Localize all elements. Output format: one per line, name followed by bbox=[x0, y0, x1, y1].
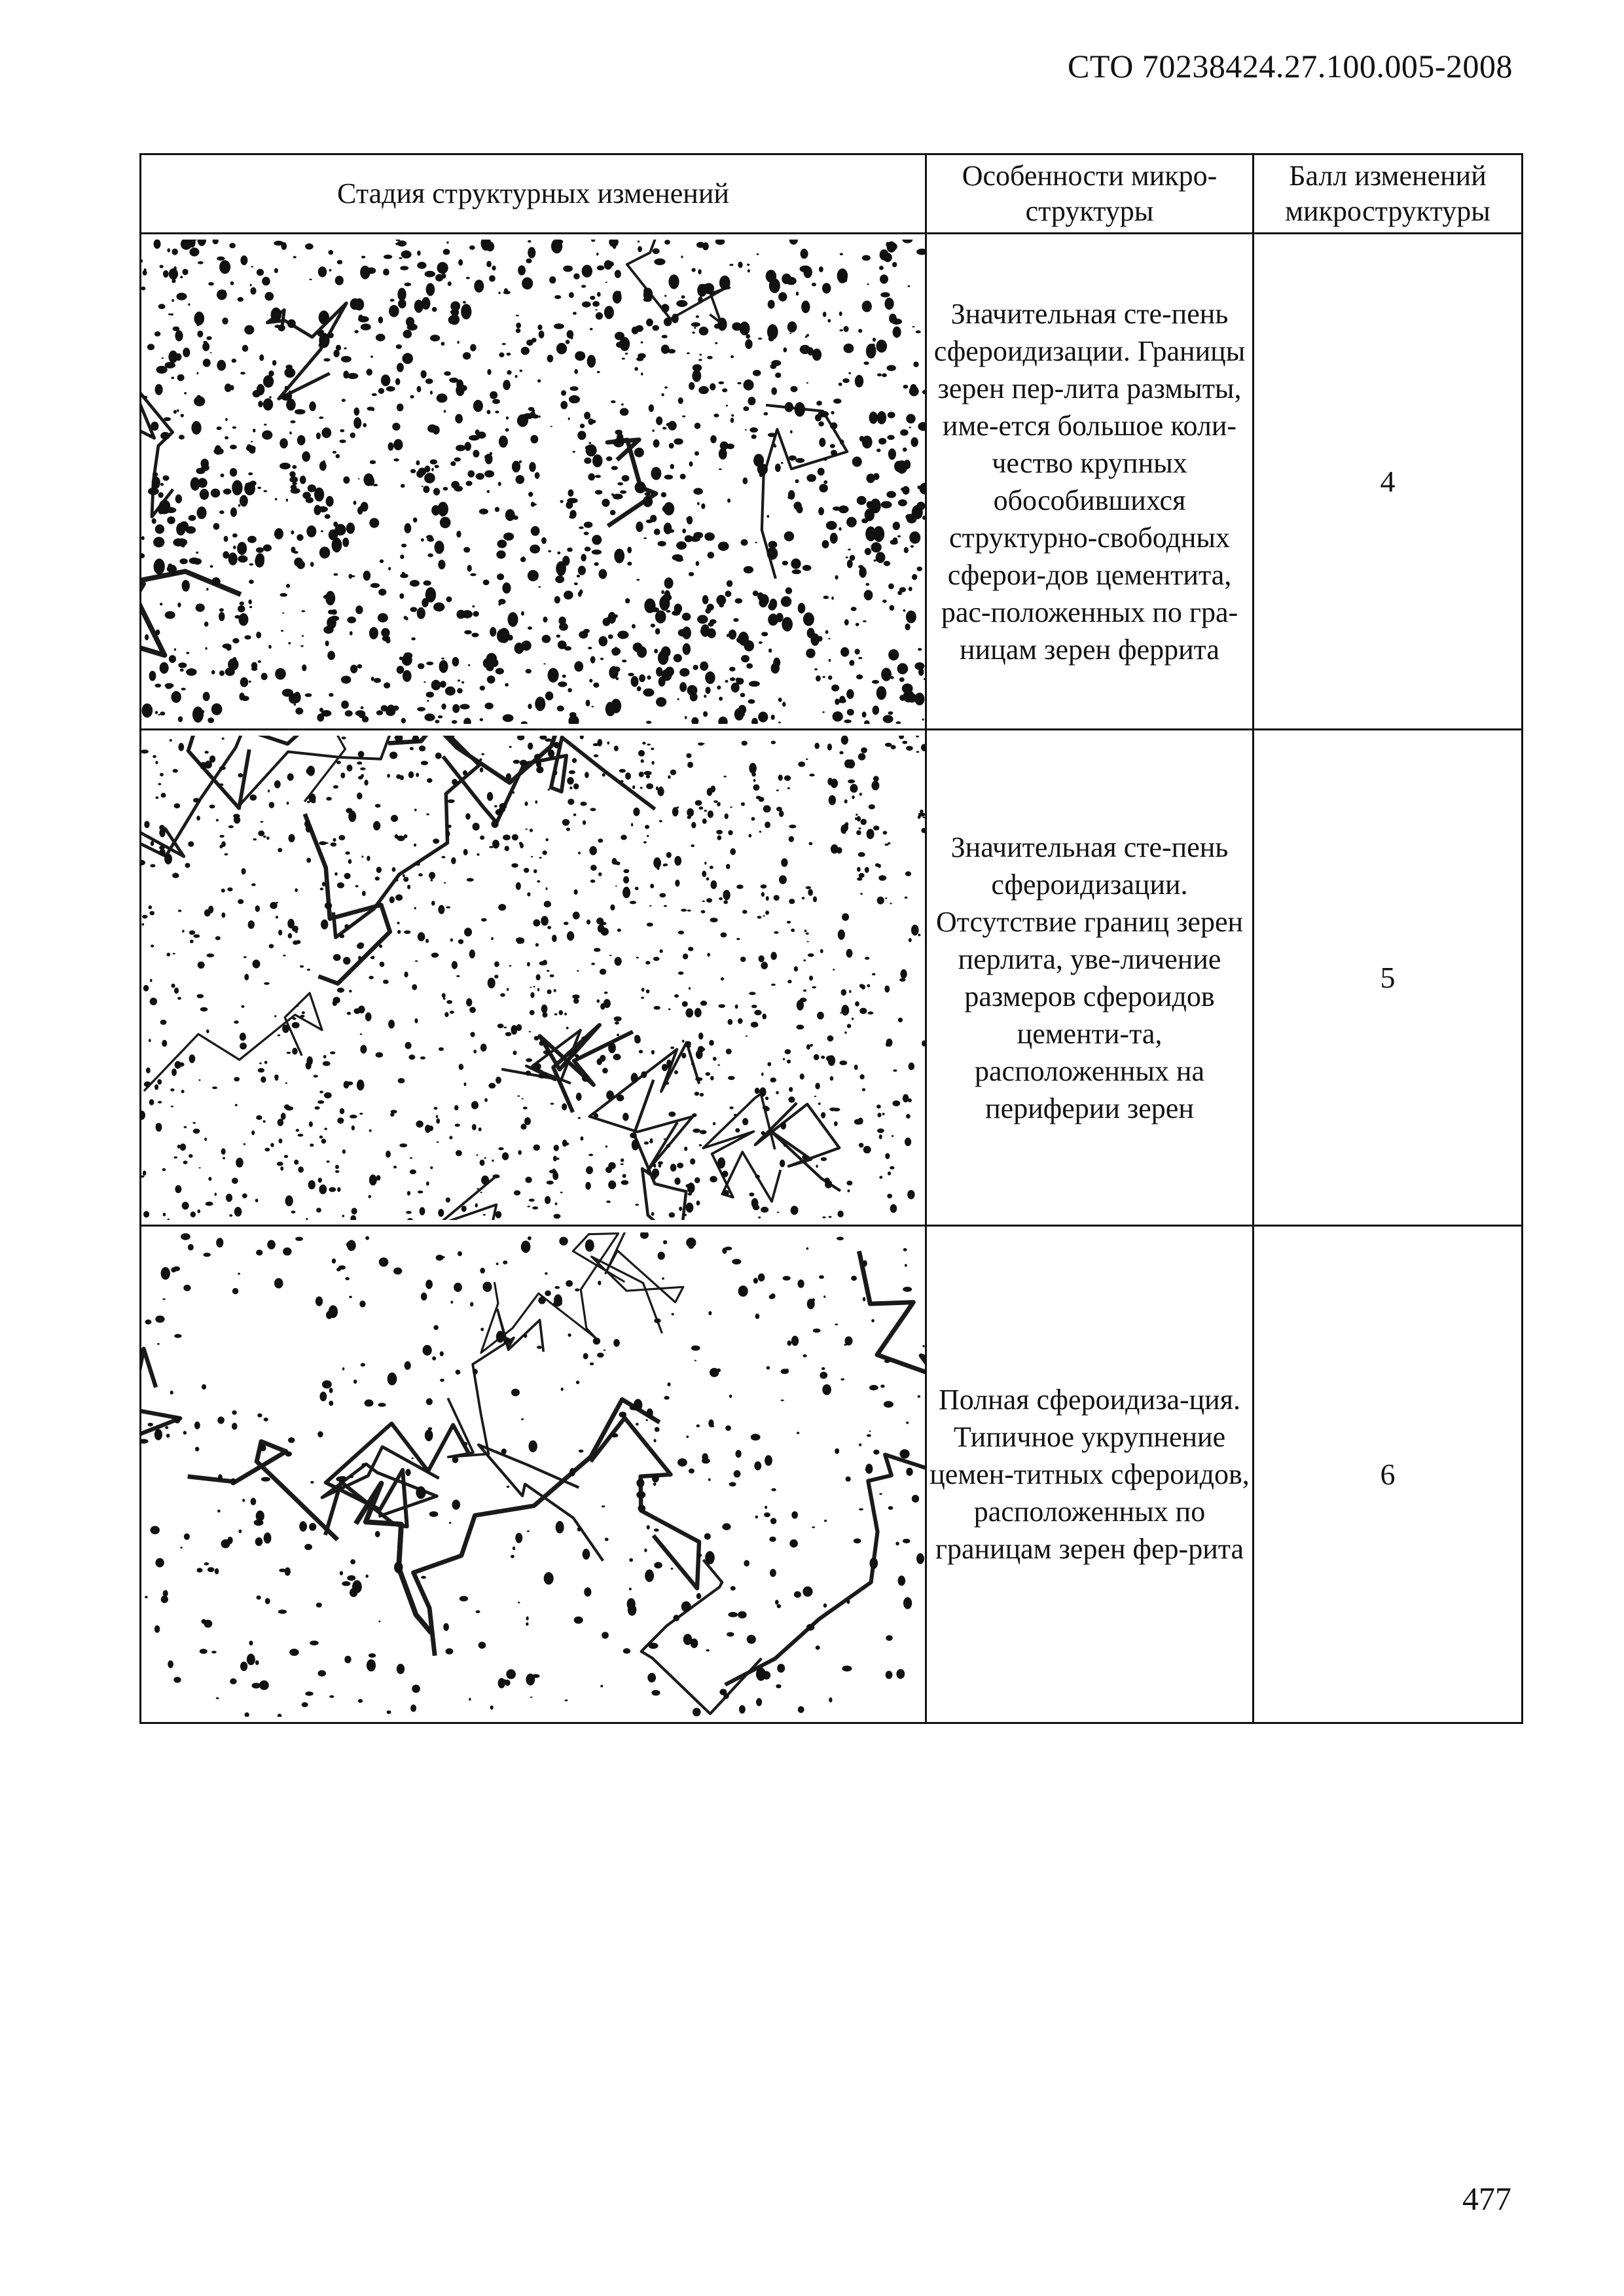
micrograph-cell bbox=[141, 234, 926, 730]
micrograph-texture bbox=[141, 736, 925, 1220]
micrograph-cell bbox=[141, 730, 926, 1226]
features-cell: Значительная сте-пень сфероидизации. Отсутствие границ зерен перлита, уве-личение размеров сфероидов цементи-та, расположенных на периферии зерен bbox=[926, 730, 1254, 1226]
micrograph-image bbox=[141, 736, 925, 1220]
table-row bbox=[141, 234, 1523, 730]
features-cell: Значительная сте-пень сфероидизации. Границы зерен пер-лита размыты, име-ется большое коли-чество крупных обособившихся структурно-свободных сферои-дов цементита, рас-положенных по гра-ницам зерен феррита bbox=[926, 234, 1254, 730]
score-cell: 4 bbox=[1254, 234, 1523, 730]
score-cell: 6 bbox=[1254, 1226, 1523, 1723]
table-header-row bbox=[141, 154, 1523, 234]
micrograph-texture bbox=[141, 1232, 925, 1717]
score-cell: 5 bbox=[1254, 730, 1523, 1226]
header-score: Балл изменений микроструктуры bbox=[1254, 154, 1523, 234]
header-stage: Стадия структурных изменений bbox=[141, 154, 926, 234]
micrograph-cell bbox=[141, 1226, 926, 1723]
table-row bbox=[141, 1226, 1523, 1723]
page-number: 477 bbox=[1462, 2180, 1511, 2217]
micrograph-image bbox=[141, 240, 925, 724]
table-row bbox=[141, 730, 1523, 1226]
micrograph-texture bbox=[141, 240, 925, 724]
header-features: Особенности микро-структуры bbox=[926, 154, 1254, 234]
features-cell: Полная сфероидиза-ция. Типичное укрупнение цемен-титных сфероидов, расположенных по границам зерен фер-рита bbox=[926, 1226, 1254, 1723]
microstructure-table bbox=[139, 153, 1523, 1724]
document-code: СТО 70238424.27.100.005-2008 bbox=[1068, 48, 1513, 84]
micrograph-image bbox=[141, 1232, 925, 1717]
